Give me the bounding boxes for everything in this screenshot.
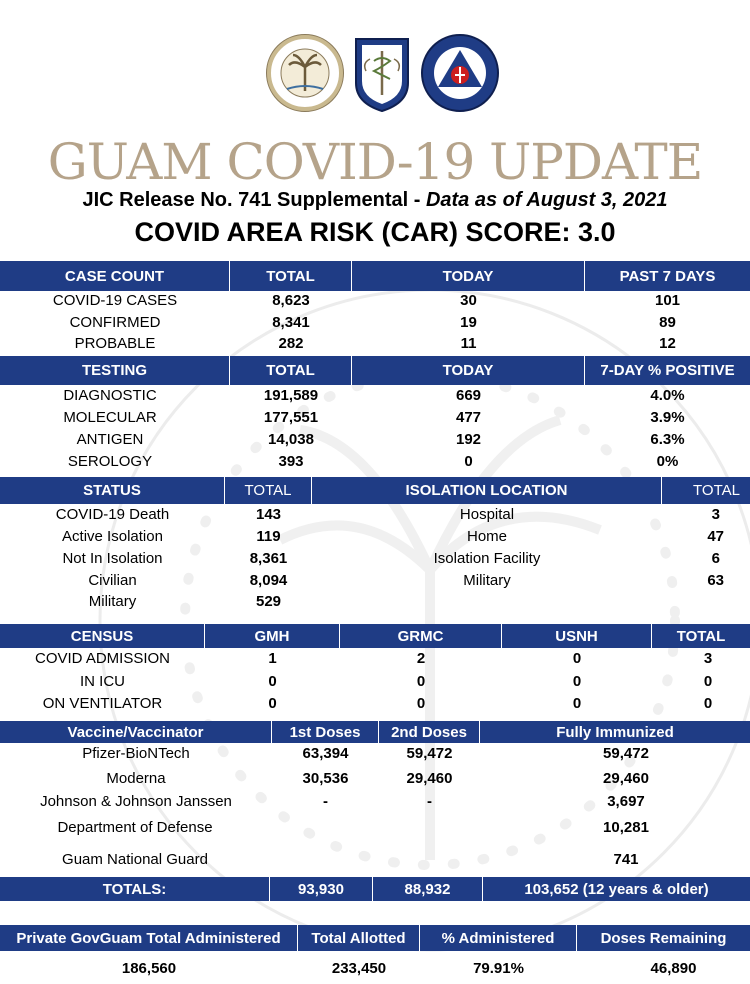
row-value: 79.91% xyxy=(473,960,524,977)
table-row xyxy=(0,648,750,670)
row-label: COVID-19 Death xyxy=(55,506,170,523)
table-row xyxy=(0,768,750,790)
row-value: 233,450 xyxy=(331,960,387,977)
row-value: 186,560 xyxy=(121,960,177,977)
row-value: 14,038 xyxy=(268,431,314,448)
row-label: SEROLOGY xyxy=(67,453,153,470)
table-row xyxy=(0,451,750,473)
row-value: 0 xyxy=(464,453,473,470)
census-header xyxy=(0,624,750,648)
row-value: - xyxy=(427,793,432,810)
header-cell: Doses Remaining xyxy=(600,929,727,947)
row-value: 63,394 xyxy=(302,745,349,762)
table-row xyxy=(0,290,750,312)
header-cell: Fully Immunized xyxy=(556,723,674,741)
header-cell: TOTAL xyxy=(693,482,740,499)
row-label: Hospital xyxy=(459,506,515,523)
header-cell: TODAY xyxy=(352,356,585,385)
table-row xyxy=(0,591,750,613)
header-cell: Private GovGuam Total Administered xyxy=(0,925,298,951)
header-seals xyxy=(0,33,750,113)
row-label: Civilian xyxy=(88,572,137,589)
row-value: 8,341 xyxy=(272,314,310,331)
table-row xyxy=(0,958,750,982)
totals-value: 103,652 (12 years & older) xyxy=(524,880,709,898)
row-label: COVID ADMISSION xyxy=(34,650,171,667)
row-label: Active Isolation xyxy=(62,528,163,545)
row-value: 0 xyxy=(703,673,713,690)
table-row xyxy=(0,548,750,570)
header-cell: CENSUS xyxy=(0,624,205,648)
row-label: Department of Defense xyxy=(57,819,213,836)
row-value: 59,472 xyxy=(603,745,649,762)
row-value: 393 xyxy=(278,453,304,470)
row-value: 177,551 xyxy=(263,409,319,426)
totals-value: 88,932 xyxy=(373,877,483,901)
homeland-security-seal-icon xyxy=(420,33,500,113)
row-value: 3 xyxy=(711,506,720,523)
row-label: MOLECULAR xyxy=(63,409,157,426)
row-label: IN ICU xyxy=(80,673,125,690)
header-cell: STATUS xyxy=(0,477,225,504)
row-value: 0 xyxy=(416,695,426,712)
row-value: 669 xyxy=(455,387,482,404)
car-score: COVID AREA RISK (CAR) SCORE: 3.0 xyxy=(134,217,616,247)
table-row xyxy=(0,817,750,839)
header-cell: USNH xyxy=(502,624,652,648)
row-value: 0% xyxy=(656,453,679,470)
row-label: COVID-19 CASES xyxy=(52,292,178,309)
case-count-header xyxy=(0,261,750,291)
table-row xyxy=(0,407,750,429)
row-value: 63 xyxy=(707,572,724,589)
row-label: ANTIGEN xyxy=(76,431,144,448)
row-value: 8,623 xyxy=(272,292,310,309)
public-health-seal-icon xyxy=(352,33,412,113)
table-row xyxy=(0,570,750,592)
header-cell: GRMC xyxy=(340,624,502,648)
administered-header xyxy=(0,925,750,951)
row-value: 6.3% xyxy=(650,431,685,448)
row-value: 8,094 xyxy=(249,572,288,589)
release-number: JIC Release No. 741 Supplemental xyxy=(82,189,409,211)
table-row xyxy=(0,333,750,355)
row-value: 741 xyxy=(613,851,639,868)
header-cell: CASE COUNT xyxy=(0,261,230,291)
table-row xyxy=(0,849,750,871)
header-cell: TOTAL xyxy=(225,477,312,504)
header-cell: 2nd Doses xyxy=(379,721,480,743)
row-value: 0 xyxy=(572,650,582,667)
table-row xyxy=(0,312,750,334)
row-label: Isolation Facility xyxy=(433,550,541,567)
row-value: 1 xyxy=(268,650,277,667)
row-value: 101 xyxy=(654,292,681,309)
row-label: ON VENTILATOR xyxy=(42,695,163,712)
header-cell: Total Allotted xyxy=(298,925,420,951)
row-value: 191,589 xyxy=(263,387,319,404)
header-cell: 7-DAY % POSITIVE xyxy=(600,362,735,379)
header-cell: TOTAL xyxy=(230,356,352,385)
row-label: Military xyxy=(88,593,137,610)
table-row xyxy=(0,526,750,548)
testing-header xyxy=(0,356,750,385)
row-label: CONFIRMED xyxy=(69,314,161,331)
table-row xyxy=(0,791,750,813)
row-label: Moderna xyxy=(106,770,166,787)
row-value: 4.0% xyxy=(650,387,685,404)
header-cell: Vaccine/Vaccinator xyxy=(0,721,272,743)
vaccine-totals-row xyxy=(0,877,750,901)
header-cell: TOTAL xyxy=(676,627,726,645)
header-cell: GMH xyxy=(205,624,340,648)
totals-value: 93,930 xyxy=(270,877,373,901)
row-value: 529 xyxy=(255,593,282,610)
row-label: Guam National Guard xyxy=(62,851,208,868)
row-value: - xyxy=(323,793,328,810)
row-value: 89 xyxy=(659,314,676,331)
table-row xyxy=(0,671,750,693)
row-value: 10,281 xyxy=(603,819,649,836)
row-label: Military xyxy=(463,572,511,589)
row-value: 0 xyxy=(572,695,582,712)
row-label: Johnson & Johnson Janssen xyxy=(40,793,232,810)
row-value: 0 xyxy=(268,695,277,712)
totals-label: TOTALS: xyxy=(0,877,270,901)
row-value: 47 xyxy=(707,528,724,545)
row-value: 192 xyxy=(455,431,482,448)
header-cell: 1st Doses xyxy=(272,721,379,743)
table-row xyxy=(0,693,750,715)
row-value: 19 xyxy=(460,314,477,331)
row-label: DIAGNOSTIC xyxy=(63,387,157,404)
release-subtitle xyxy=(0,189,750,212)
table-row xyxy=(0,504,750,526)
header-cell: TOTAL xyxy=(230,261,352,291)
header-cell: TESTING xyxy=(0,356,230,385)
row-value: 29,460 xyxy=(603,770,649,787)
header-cell: TODAY xyxy=(352,261,585,291)
row-value: 30 xyxy=(460,292,477,309)
table-row xyxy=(0,429,750,451)
row-value: 119 xyxy=(256,528,281,545)
row-value: 3 xyxy=(703,650,713,667)
row-label: PROBABLE xyxy=(74,335,156,352)
subtitle-separator: - xyxy=(408,189,426,211)
row-value: 477 xyxy=(455,409,482,426)
row-label: Pfizer-BioNTech xyxy=(82,745,190,762)
header-cell: ISOLATION LOCATION xyxy=(312,477,662,504)
vaccine-header xyxy=(0,721,750,743)
row-value: 12 xyxy=(659,335,676,352)
row-value: 143 xyxy=(255,506,282,523)
row-value: 0 xyxy=(572,673,582,690)
row-value: 2 xyxy=(416,650,426,667)
row-value: 8,361 xyxy=(249,550,288,567)
header-cell: PAST 7 DAYS xyxy=(619,267,716,285)
row-label: Not In Isolation xyxy=(62,550,163,567)
row-value: 282 xyxy=(278,335,304,352)
row-value: 6 xyxy=(711,550,720,567)
row-value: 59,472 xyxy=(406,745,453,762)
row-value: 0 xyxy=(416,673,426,690)
governor-seal-icon xyxy=(265,33,345,113)
row-value: 46,890 xyxy=(650,960,697,977)
row-label: Home xyxy=(466,528,507,545)
row-value: 0 xyxy=(703,695,713,712)
table-row xyxy=(0,743,750,765)
row-value: 11 xyxy=(460,335,477,352)
row-value: 3.9% xyxy=(650,409,685,426)
data-date: Data as of August 3, 2021 xyxy=(425,189,668,211)
status-header xyxy=(0,477,750,504)
header-cell: % Administered xyxy=(420,925,577,951)
row-value: 30,536 xyxy=(302,770,349,787)
row-value: 0 xyxy=(268,673,277,690)
row-value: 29,460 xyxy=(406,770,453,787)
table-row xyxy=(0,385,750,407)
row-value: 3,697 xyxy=(607,793,645,810)
page-title: GUAM COVID-19 UPDATE xyxy=(47,133,703,191)
